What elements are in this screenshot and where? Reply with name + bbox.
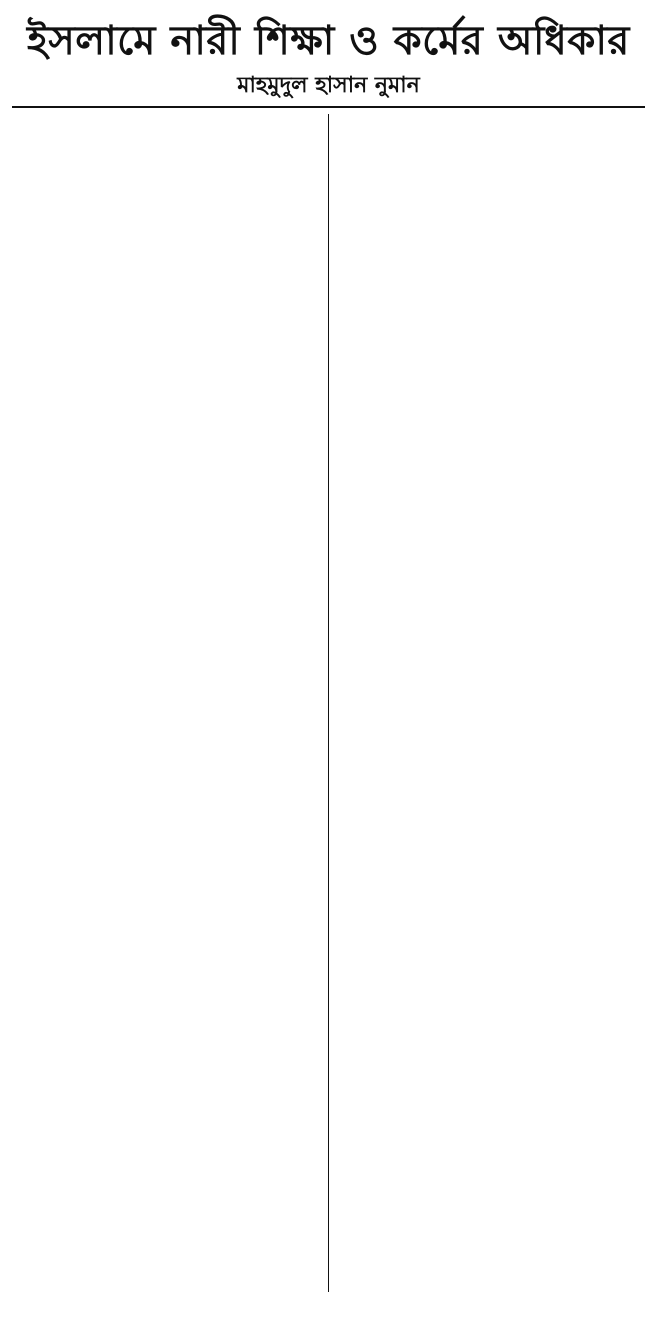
column-divider: [328, 114, 329, 1292]
article-columns: [12, 114, 645, 1292]
article-headline: ইসলামে নারী শিক্ষা ও কর্মের অধিকার: [27, 18, 630, 64]
right-column: [337, 114, 645, 1292]
header-rule: [12, 106, 645, 108]
article-byline: মাহমুদুল হাসান নুমান: [237, 73, 420, 98]
left-column: [12, 114, 320, 1292]
